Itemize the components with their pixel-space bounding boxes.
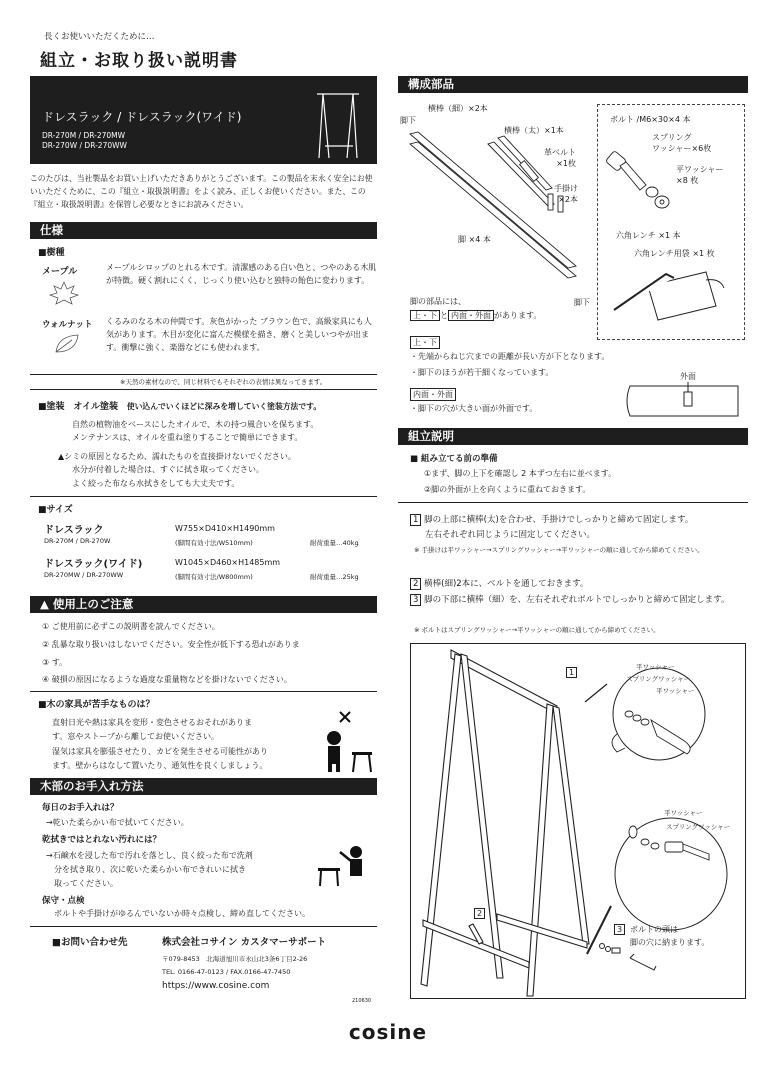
label-hex-wrench: 六角レンチ ×1 本 [616, 231, 681, 240]
divider [30, 496, 377, 497]
step1-note: ※ 手掛けは平ワッシャー→スプリングワッシャー→平ワッシャーの順に通してから締めてください。 [414, 546, 704, 554]
divider [30, 926, 377, 927]
step1-text: 脚の上部に横棒(太)を合わせ、手掛けでしっかりと締めて固定します。 [424, 515, 694, 525]
inout-text: ・脚下の穴が大きい面が外面です。 [410, 404, 538, 413]
step3-number: 3 [410, 594, 421, 606]
wrench-bag-illustration [606, 258, 736, 328]
product-name: ドレスラック / ドレスラック(ワイド) [42, 110, 242, 124]
maple-leaf-icon [48, 280, 80, 306]
size-dims: W1045×D460×H1485mm [175, 558, 281, 567]
step3-row [410, 593, 746, 607]
size-inner: (脚間有効寸法/W510mm) [175, 539, 253, 547]
callout-spring-washer: スプリングワッシャー [626, 675, 691, 683]
size-load: 耐荷重量…25kg [310, 573, 359, 581]
size-load: 耐荷重量…40kg [310, 539, 359, 547]
inout-box: 内面・外面 [410, 388, 456, 401]
model-line: DR-270W / DR-270WW [42, 141, 127, 150]
contact-label: ■お問い合わせ先 [52, 937, 128, 948]
dislike-line: 湿気は家具を膨張させたり、カビを発生させる可能性があり [52, 747, 268, 756]
step2-row [410, 577, 589, 589]
step1-number: 1 [410, 514, 421, 526]
callout-flat-washer: 平ワッシャー [664, 809, 703, 817]
parts-note-text: があります。 [494, 311, 542, 320]
contact-address: 〒079-8453 北海道旭川市永山北3条6丁目2-26 [162, 955, 308, 963]
label-thick-bar: 横棒（太）×1本 [504, 126, 564, 135]
tagline: 長くお使いいただくために… [44, 32, 155, 42]
label-leg: 脚 ×4 本 [458, 235, 491, 244]
size-models: DR-270MW / DR-270WW [44, 571, 124, 579]
care-dirt-text: →石鹸水を浸した布で汚れを落とし、良く絞った布で洗剤 [46, 851, 253, 860]
callout-flat-washer: 平ワッシャー [636, 663, 675, 671]
paint-warning: 水分が付着した場合は、すぐに拭き取ってください。 [72, 465, 264, 474]
figure-label-1: 1 [566, 667, 577, 678]
care-dirt-text: 取ってください。 [54, 879, 118, 888]
care-check-heading: 保守・点検 [42, 896, 85, 906]
walnut-description: くるみのなる木の仲間です。灰色がかった ブラウン色で、高級家具にも人気があります。木目が変化に富んだ模様を描き、磨くと美しいつやが出ます。衝撃に強く、楽器などにも使われます。 [106, 317, 372, 352]
product-banner [30, 76, 377, 164]
outer-label: 外面 [680, 372, 696, 381]
specs-heading: 仕様 [30, 222, 377, 239]
dislike-line: ます。壁からはなして置いたり、通気性を良くしましょう。 [52, 761, 268, 770]
paint-warning: ▲シミの原因となるため、濡れたものを直接掛けないでください。 [58, 452, 296, 461]
maple-name: メープル [42, 267, 78, 277]
paint-type: オイル塗装 [73, 402, 118, 412]
updown-text: ・先端からねじ穴までの距離が長い方が下となります。 [410, 352, 610, 361]
dislike-line: 直射日光や熱は家具を変形・変色させるおそれがありま [52, 718, 252, 727]
paint-text: 自然の植物油をベースにしたオイルで、木の持つ風合いを保ちます。 [72, 420, 319, 429]
parts-heading: 構成部品 [398, 76, 748, 93]
dislike-heading: ■木の家具が苦手なものは？ [38, 700, 155, 710]
parts-note-text: と [440, 311, 448, 320]
label-spring-washer: スプリング ワッシャー×6枚 [652, 133, 712, 153]
paint-text: メンテナンスは、オイルを重ね塗りすることで簡単にできます。 [72, 433, 303, 442]
care-dirt-heading: 乾拭きではとれない汚れには？ [42, 835, 162, 845]
updown-tag: 上・下 [410, 310, 440, 321]
person-table-icon [318, 708, 378, 774]
care-daily-text: →乾いた柔らかい布で拭いてください。 [46, 818, 189, 827]
divider [30, 691, 377, 692]
step1-text-cont: 左右それぞれ同じように固定してください。 [425, 530, 596, 540]
step3-figure-note: ボルトの頭は [630, 925, 678, 934]
step1-row [410, 513, 748, 525]
caution-item: ① ご使用前に必ずこの説明書を読んでください。 [42, 622, 220, 631]
label-thin-bar: 横棒（細）×2本 [428, 104, 488, 113]
caution-item: ③ す。 [42, 658, 68, 667]
wood-heading: ■樹種 [38, 248, 65, 258]
intro-text: このたびは、当社製品をお買い上げいただきありがとうございます。この製品を末永く安全にお使いいただくために、この『組立・取扱説明書』をよく読み、正しくお使いください。また、この『組立・取扱説明書』を保管し必要なときにお読みください。 [30, 174, 373, 209]
model-numbers [42, 131, 127, 151]
paint-heading: ■塗装 [38, 402, 65, 412]
brand-logo: cosine [348, 1020, 428, 1044]
caution-heading: ▲ 使用上のご注意 [30, 596, 377, 613]
size-name: ドレスラック [44, 525, 104, 536]
divider [30, 389, 377, 390]
dislike-line: す。窓やストーブから離してお使いください。 [52, 732, 219, 741]
caution-item: ④ 破損の原因になるような過度な重量物などを掛けないでください。 [42, 675, 292, 684]
doc-code: 210630 [352, 998, 372, 1004]
parts-note-row [410, 310, 541, 321]
rack-illustration [313, 84, 363, 160]
contact-url[interactable]: https://www.cosine.com [162, 981, 270, 991]
paint-description: 使い込んでいくほどに深みを増していく塗装方法です。 [126, 402, 322, 411]
care-dirt-text: 分を拭き取り、次に乾いた柔らかい布できれいに拭き [54, 865, 246, 874]
leg-cross-section [622, 382, 742, 420]
size-inner: (脚間有効寸法/W800mm) [175, 573, 253, 581]
care-check-text: ボルトや手掛けがゆるんでいないか時々点検し、締め直してください。 [54, 909, 310, 918]
label-wrench-bag: 六角レンチ用袋 ×1 枚 [634, 249, 715, 258]
paint-warning: よく絞った布なら水拭きをしても大丈夫です。 [72, 479, 240, 488]
caution-item: ② 乱暴な取り扱いはしないでください。安全性が低下する恐れがありま [42, 640, 300, 649]
inout-tag: 内面・外面 [448, 310, 494, 321]
walnut-name: ウォルナット [42, 320, 93, 330]
size-heading: ■サイズ [38, 505, 73, 515]
step2-text: 横棒(細)2本に、ベルトを通しておきます。 [424, 579, 589, 589]
label-leg-bottom: 脚下 [574, 298, 590, 307]
page-title: 組立・お取り扱い説明書 [40, 51, 238, 71]
maple-description: メープルシロップのとれる木です。清潔感のある白い色と、つやのある木肌が特徴。硬く割れにくく、じっくり使い込むと独特の飴色に変わります。 [106, 263, 377, 285]
step3-figure-note: 脚の穴に納まります。 [630, 938, 710, 947]
step3-note: ※ ボルトはスプリングワッシャー→平ワッシャーの順に通してから締めてください。 [414, 626, 660, 634]
label-flat-washer: 平ワッシャー ×8 枚 [676, 165, 724, 185]
wood-note: ※天然の素材なので、同じ材料でもそれぞれの表情は異なってきます。 [120, 378, 327, 386]
updown-text: ・脚下のほうが若干細くなっています。 [410, 368, 554, 377]
prep-step: ②脚の外面が上を向くように重ねておきます。 [424, 485, 591, 494]
paint-heading-row [38, 399, 321, 412]
divider [30, 374, 377, 375]
label-bolt: ボルト /M6×30×4 本 [610, 115, 691, 124]
size-name: ドレスラック(ワイド) [44, 559, 143, 570]
callout-flat-washer: 平ワッシャー [656, 687, 695, 695]
callout-spring-washer: スプリングワッシャー [666, 823, 731, 831]
updown-box: 上・下 [410, 336, 440, 349]
bolt-washer-illustration [600, 140, 680, 220]
cleaning-icon [316, 838, 374, 888]
step2-number: 2 [410, 578, 421, 590]
figure-label-3: 3 [614, 924, 625, 935]
label-handle: 手掛け ×2本 [554, 184, 578, 204]
divider [398, 502, 748, 503]
size-models: DR-270M / DR-270W [44, 537, 111, 545]
care-heading: 木部のお手入れ方法 [30, 778, 377, 795]
size-dims: W755×D410×H1490mm [175, 524, 275, 533]
contact-tel: TEL. 0166-47-0123 / FAX.0166-47-7450 [162, 968, 291, 976]
step3-text: 脚の下部に横棒（細）を、左右それぞれボルトでしっかりと締めて固定します。 [424, 595, 730, 605]
model-line: DR-270M / DR-270MW [42, 131, 126, 140]
prep-step: ①まず、脚の上下を確認し 2 本ずつ左右に並べます。 [424, 469, 617, 478]
assembly-heading: 組立説明 [398, 428, 748, 445]
contact-company: 株式会社コサイン カスタマーサポート [162, 937, 327, 948]
label-belt: 革ベルト ×1枚 [544, 148, 576, 168]
care-daily-heading: 毎日のお手入れは？ [42, 803, 119, 813]
label-leg-bottom-top: 脚下 [400, 116, 416, 125]
prep-heading: ■ 組み立てる前の準備 [410, 454, 498, 464]
figure-label-2: 2 [474, 908, 485, 919]
handle-bolt-icon [596, 936, 666, 976]
parts-note: 脚の部品には、 [410, 297, 466, 306]
walnut-leaf-icon [52, 332, 82, 356]
